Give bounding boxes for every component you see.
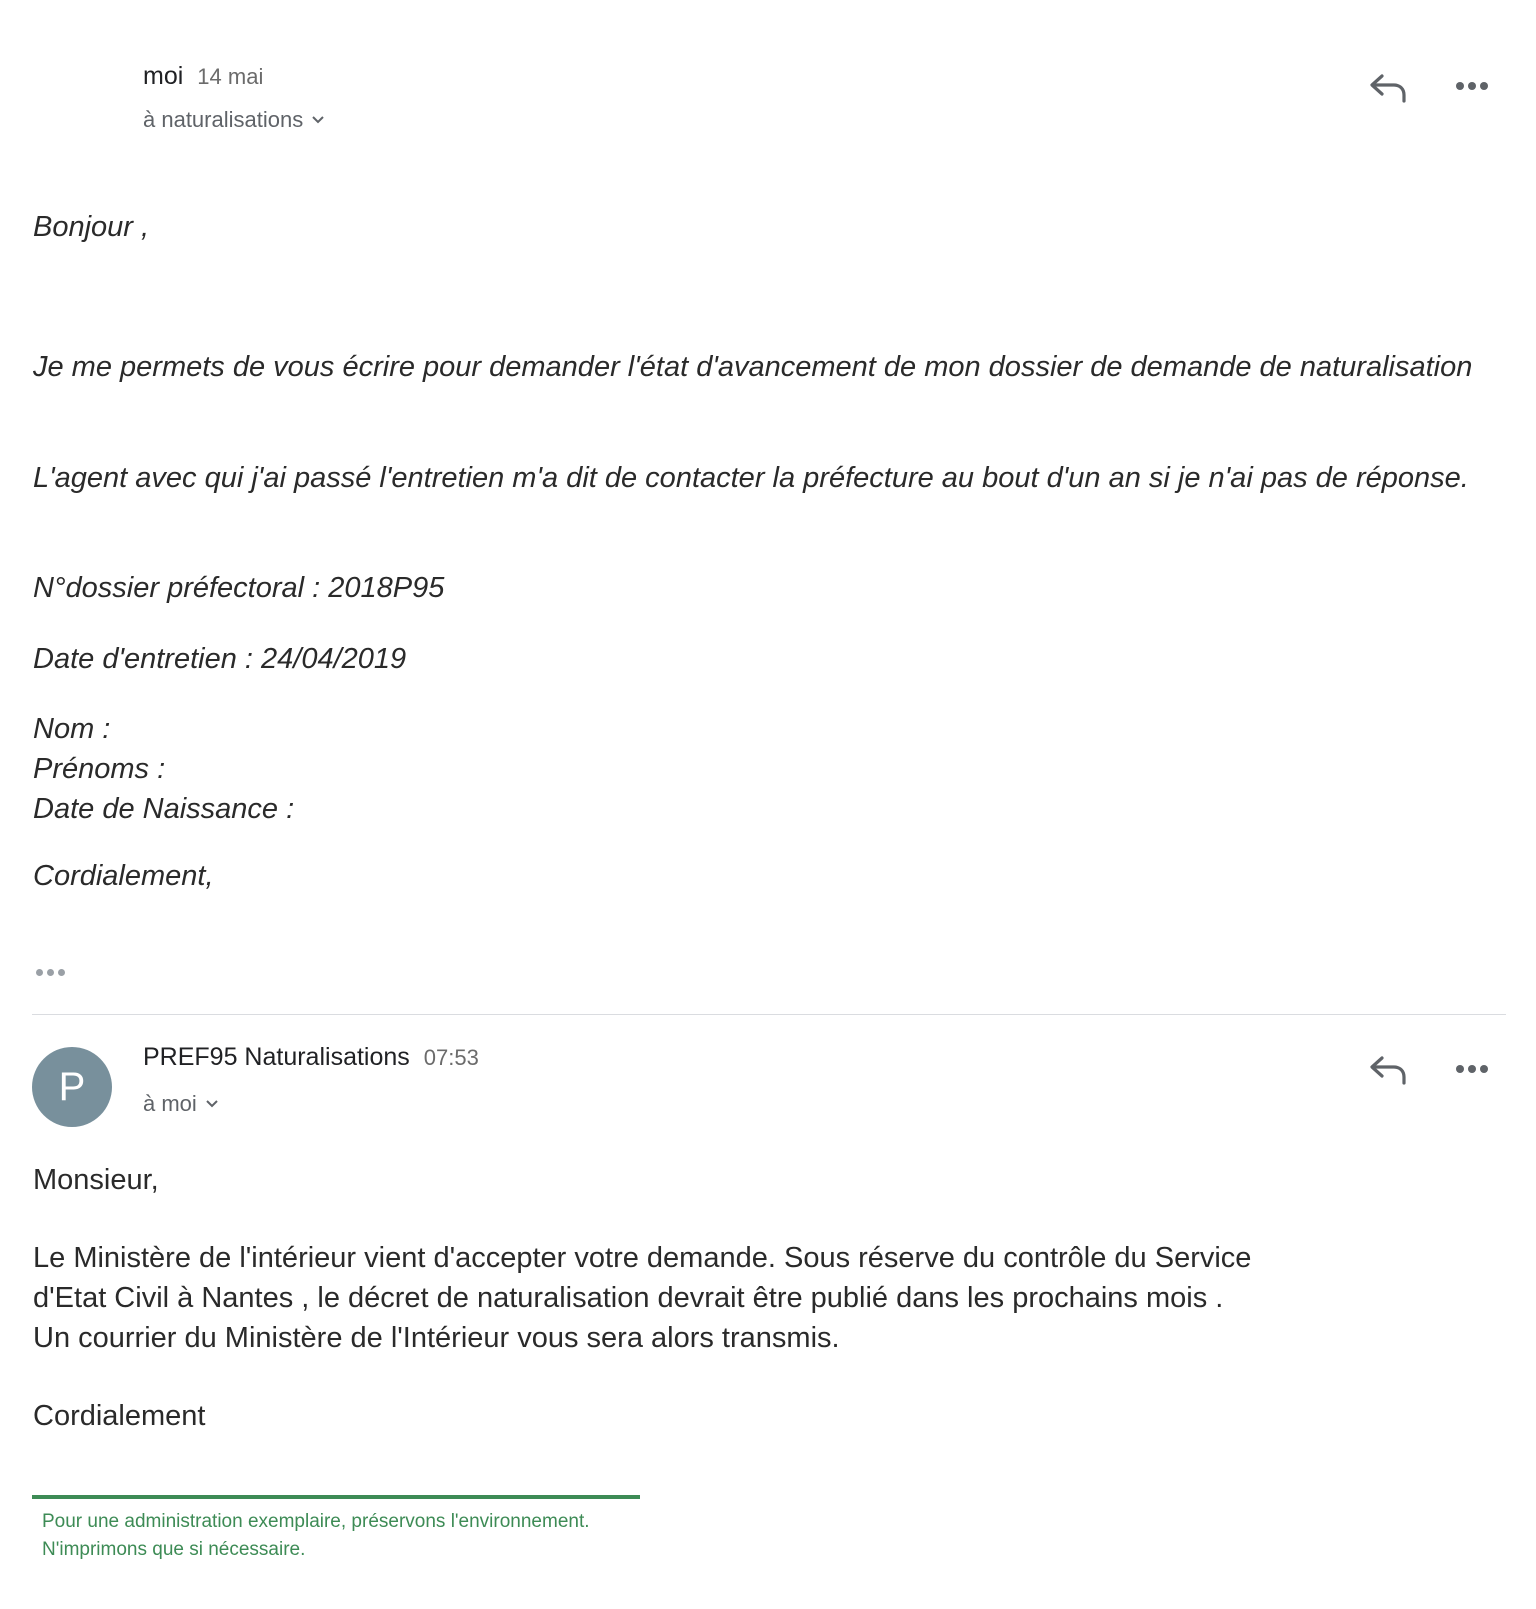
naissance-label: Date de Naissance : — [33, 793, 295, 825]
more-options-icon — [1455, 80, 1489, 92]
dot-icon — [47, 969, 54, 976]
message-divider — [32, 1014, 1506, 1015]
show-trimmed-content-button[interactable] — [36, 969, 65, 976]
interview-date: Date d'entretien : 24/04/2019 — [33, 643, 407, 675]
avatar[interactable] — [32, 1047, 112, 1127]
message2-header — [143, 1043, 479, 1072]
reply-button[interactable] — [1368, 1052, 1408, 1086]
recipient-label: à moi — [143, 1091, 197, 1116]
nom-label: Nom : — [33, 713, 111, 745]
avatar-letter: P — [58, 1064, 86, 1109]
dossier-number: N°dossier préfectoral : 2018P95 — [33, 572, 445, 604]
body-line: Un courrier du Ministère de l'Intérieur vous sera alors transmis. — [33, 1322, 840, 1354]
message1-header — [143, 62, 263, 91]
footer-line: Pour une administration exemplaire, préservons l'environnement. — [42, 1511, 590, 1532]
chevron-down-icon — [311, 115, 325, 125]
body-line: Le Ministère de l'intérieur vient d'accepter votre demande. Sous réserve du contrôle du Service — [33, 1242, 1252, 1274]
sender-name[interactable]: moi — [143, 62, 184, 90]
reply-icon — [1368, 70, 1408, 104]
body-line: d'Etat Civil à Nantes , le décret de naturalisation devrait être publié dans les prochains mois . — [33, 1282, 1224, 1314]
reply-icon — [1368, 1052, 1408, 1086]
dot-icon — [36, 969, 43, 976]
interview-date-line — [33, 639, 1503, 679]
prenoms-label: Prénoms : — [33, 753, 166, 785]
signature-footer — [42, 1508, 590, 1564]
sender-name[interactable]: PREF95 Naturalisations — [143, 1043, 410, 1071]
chevron-down-icon — [205, 1099, 219, 1109]
signature-rule — [32, 1495, 640, 1499]
closing: Cordialement, — [33, 860, 214, 892]
more-options-icon — [1455, 1063, 1489, 1075]
recipient-label: à naturalisations — [143, 107, 304, 132]
message2-greeting — [33, 1160, 1503, 1200]
message1-body — [33, 207, 1503, 247]
closing: Cordialement — [33, 1400, 206, 1432]
footer-line: N'imprimons que si nécessaire. — [42, 1539, 306, 1560]
message2-sender-row — [143, 1043, 479, 1072]
message-time: 07:53 — [423, 1045, 479, 1070]
message2-closing — [33, 1396, 1503, 1436]
closing-line — [33, 856, 1503, 896]
reply-button[interactable] — [1368, 70, 1408, 104]
message1-sender-row — [143, 62, 263, 91]
message-time: 14 mai — [197, 64, 264, 89]
message1-paragraph2 — [33, 458, 1503, 498]
greeting: Bonjour , — [33, 211, 150, 243]
dot-icon — [58, 969, 65, 976]
identity-block — [33, 709, 1503, 829]
more-options-button[interactable] — [1455, 1063, 1489, 1075]
message1-paragraph1 — [33, 347, 1503, 387]
dossier-line — [33, 568, 1503, 608]
paragraph-text: Je me permets de vous écrire pour demander l'état d'avancement de mon dossier de demande de naturalisation — [33, 351, 1473, 383]
message2-body — [33, 1238, 1503, 1358]
recipient-toggle[interactable] — [143, 107, 325, 133]
greeting: Monsieur, — [33, 1164, 159, 1196]
more-options-button[interactable] — [1455, 80, 1489, 92]
paragraph-text: L'agent avec qui j'ai passé l'entretien m'a dit de contacter la préfecture au bout d'un an si je n'ai pas de réponse. — [33, 462, 1469, 494]
recipient-toggle[interactable] — [143, 1091, 219, 1117]
